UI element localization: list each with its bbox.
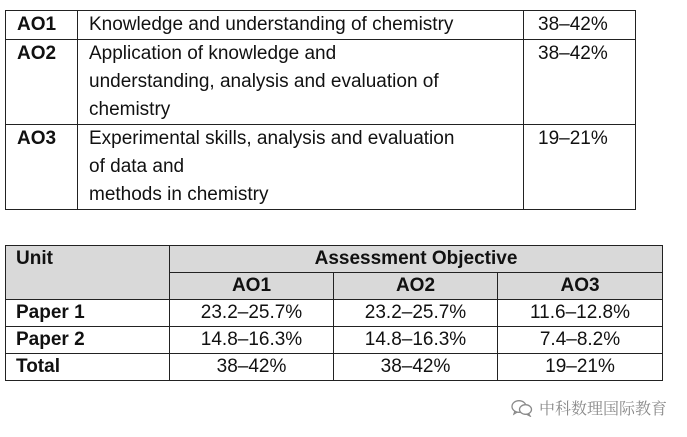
wechat-icon [511,399,533,417]
description-line: chemistry [89,99,171,120]
column-header-ao1: AO1 [170,273,334,300]
objective-code: AO3 [6,125,78,210]
unit-name: Paper 1 [6,300,170,327]
unit-column-header: Unit [6,246,170,300]
unit-name: Total [6,354,170,381]
objective-weighting: 38–42% [524,11,636,40]
objective-description [78,11,524,40]
description-line: Experimental skills, analysis and evaluation [89,128,455,149]
table-row [6,40,636,125]
watermark [511,396,667,419]
table-cell: 23.2–25.7% [170,300,334,327]
table-cell: 11.6–12.8% [498,300,663,327]
assessment-objective-header: Assessment Objective [170,246,663,273]
table-cell: 23.2–25.7% [334,300,498,327]
objective-code: AO1 [6,11,78,40]
table-row [6,125,636,210]
objective-weighting: 38–42% [524,40,636,125]
table-cell: 19–21% [498,354,663,381]
table-row [6,11,636,40]
table-cell: 14.8–16.3% [170,327,334,354]
header-row [6,246,663,273]
table-cell: 14.8–16.3% [334,327,498,354]
table-cell: 7.4–8.2% [498,327,663,354]
table-row [6,300,663,327]
objective-description [78,125,524,210]
objective-weighting: 19–21% [524,125,636,210]
assessment-objectives-table [5,10,636,210]
table-cell: 38–42% [334,354,498,381]
description-line: of data and [89,156,185,177]
column-header-ao3: AO3 [498,273,663,300]
unit-weighting-table [5,245,663,381]
description-line: Application of knowledge and [89,43,337,64]
objective-code: AO2 [6,40,78,125]
column-header-ao2: AO2 [334,273,498,300]
table-row [6,354,663,381]
objective-description [78,40,524,125]
description-line: understanding, analysis and evaluation of [89,71,439,92]
table-row [6,327,663,354]
unit-name: Paper 2 [6,327,170,354]
description-line: Knowledge and understanding of chemistry [89,14,454,35]
watermark-text: 中科数理国际教育 [538,399,667,418]
description-line: methods in chemistry [89,184,269,205]
table-cell: 38–42% [170,354,334,381]
